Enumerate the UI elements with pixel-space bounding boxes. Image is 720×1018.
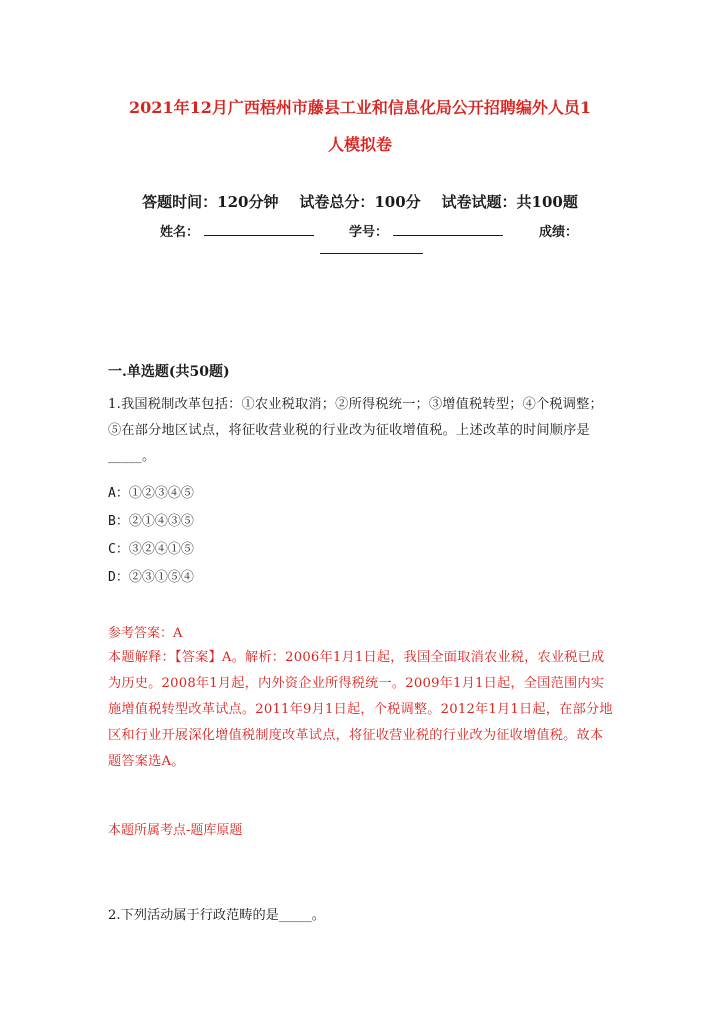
question-2-text: 2.下列活动属于行政范畴的是_____。 <box>108 908 325 923</box>
question-1-text: 1.我国税制改革包括：①农业税取消；②所得税统一；③增值税转型；④个税调整；⑤在部分地区试点，将征收营业税的行业改为征收增值税。上述改革的时间顺序是_____。 <box>108 397 603 464</box>
question-1-option-c: C：③②④①⑤ <box>108 542 194 557</box>
doc-title-line1: 2021年12月广西梧州市藤县工业和信息化局公开招聘编外人员1 <box>129 98 591 117</box>
doc-title-line2: 人模拟卷 <box>327 135 392 154</box>
name-blank <box>204 221 314 236</box>
score-blank <box>320 239 423 254</box>
question-1-explanation: 本题解释：【答案】A。解析：2006年1月1日起，我国全面取消农业税，农业税已成为历史。2008年1月起，内外资企业所得税统一。2009年1月1日起，全国范围内实施增值税转型改革试点。2011年9月1日起，个税调整。2012年1月1日起，在部分地区和行业开展深化增值税制度改革试点，将征收营业税的行业改为征收增值税。故本题答案选A。 <box>108 650 613 769</box>
exam-meta: 答题时间：120分钟 试卷总分：100分 试卷试题：共100题 <box>142 193 578 211</box>
question-1-knowledge-point: 本题所属考点-题库原题 <box>108 823 243 838</box>
score-label: 成绩： <box>539 225 579 240</box>
id-label: 学号： <box>349 225 389 240</box>
question-1-option-b: B：②①④③⑤ <box>108 514 194 529</box>
name-label: 姓名： <box>160 225 200 240</box>
question-1-option-a: A：①②③④⑤ <box>108 486 194 501</box>
question-1-option-d: D：②③①⑤④ <box>108 570 194 585</box>
question-1-answer: 参考答案：A <box>108 626 183 641</box>
id-blank <box>393 221 503 236</box>
section-heading: 一.单选题(共50题) <box>108 364 230 380</box>
